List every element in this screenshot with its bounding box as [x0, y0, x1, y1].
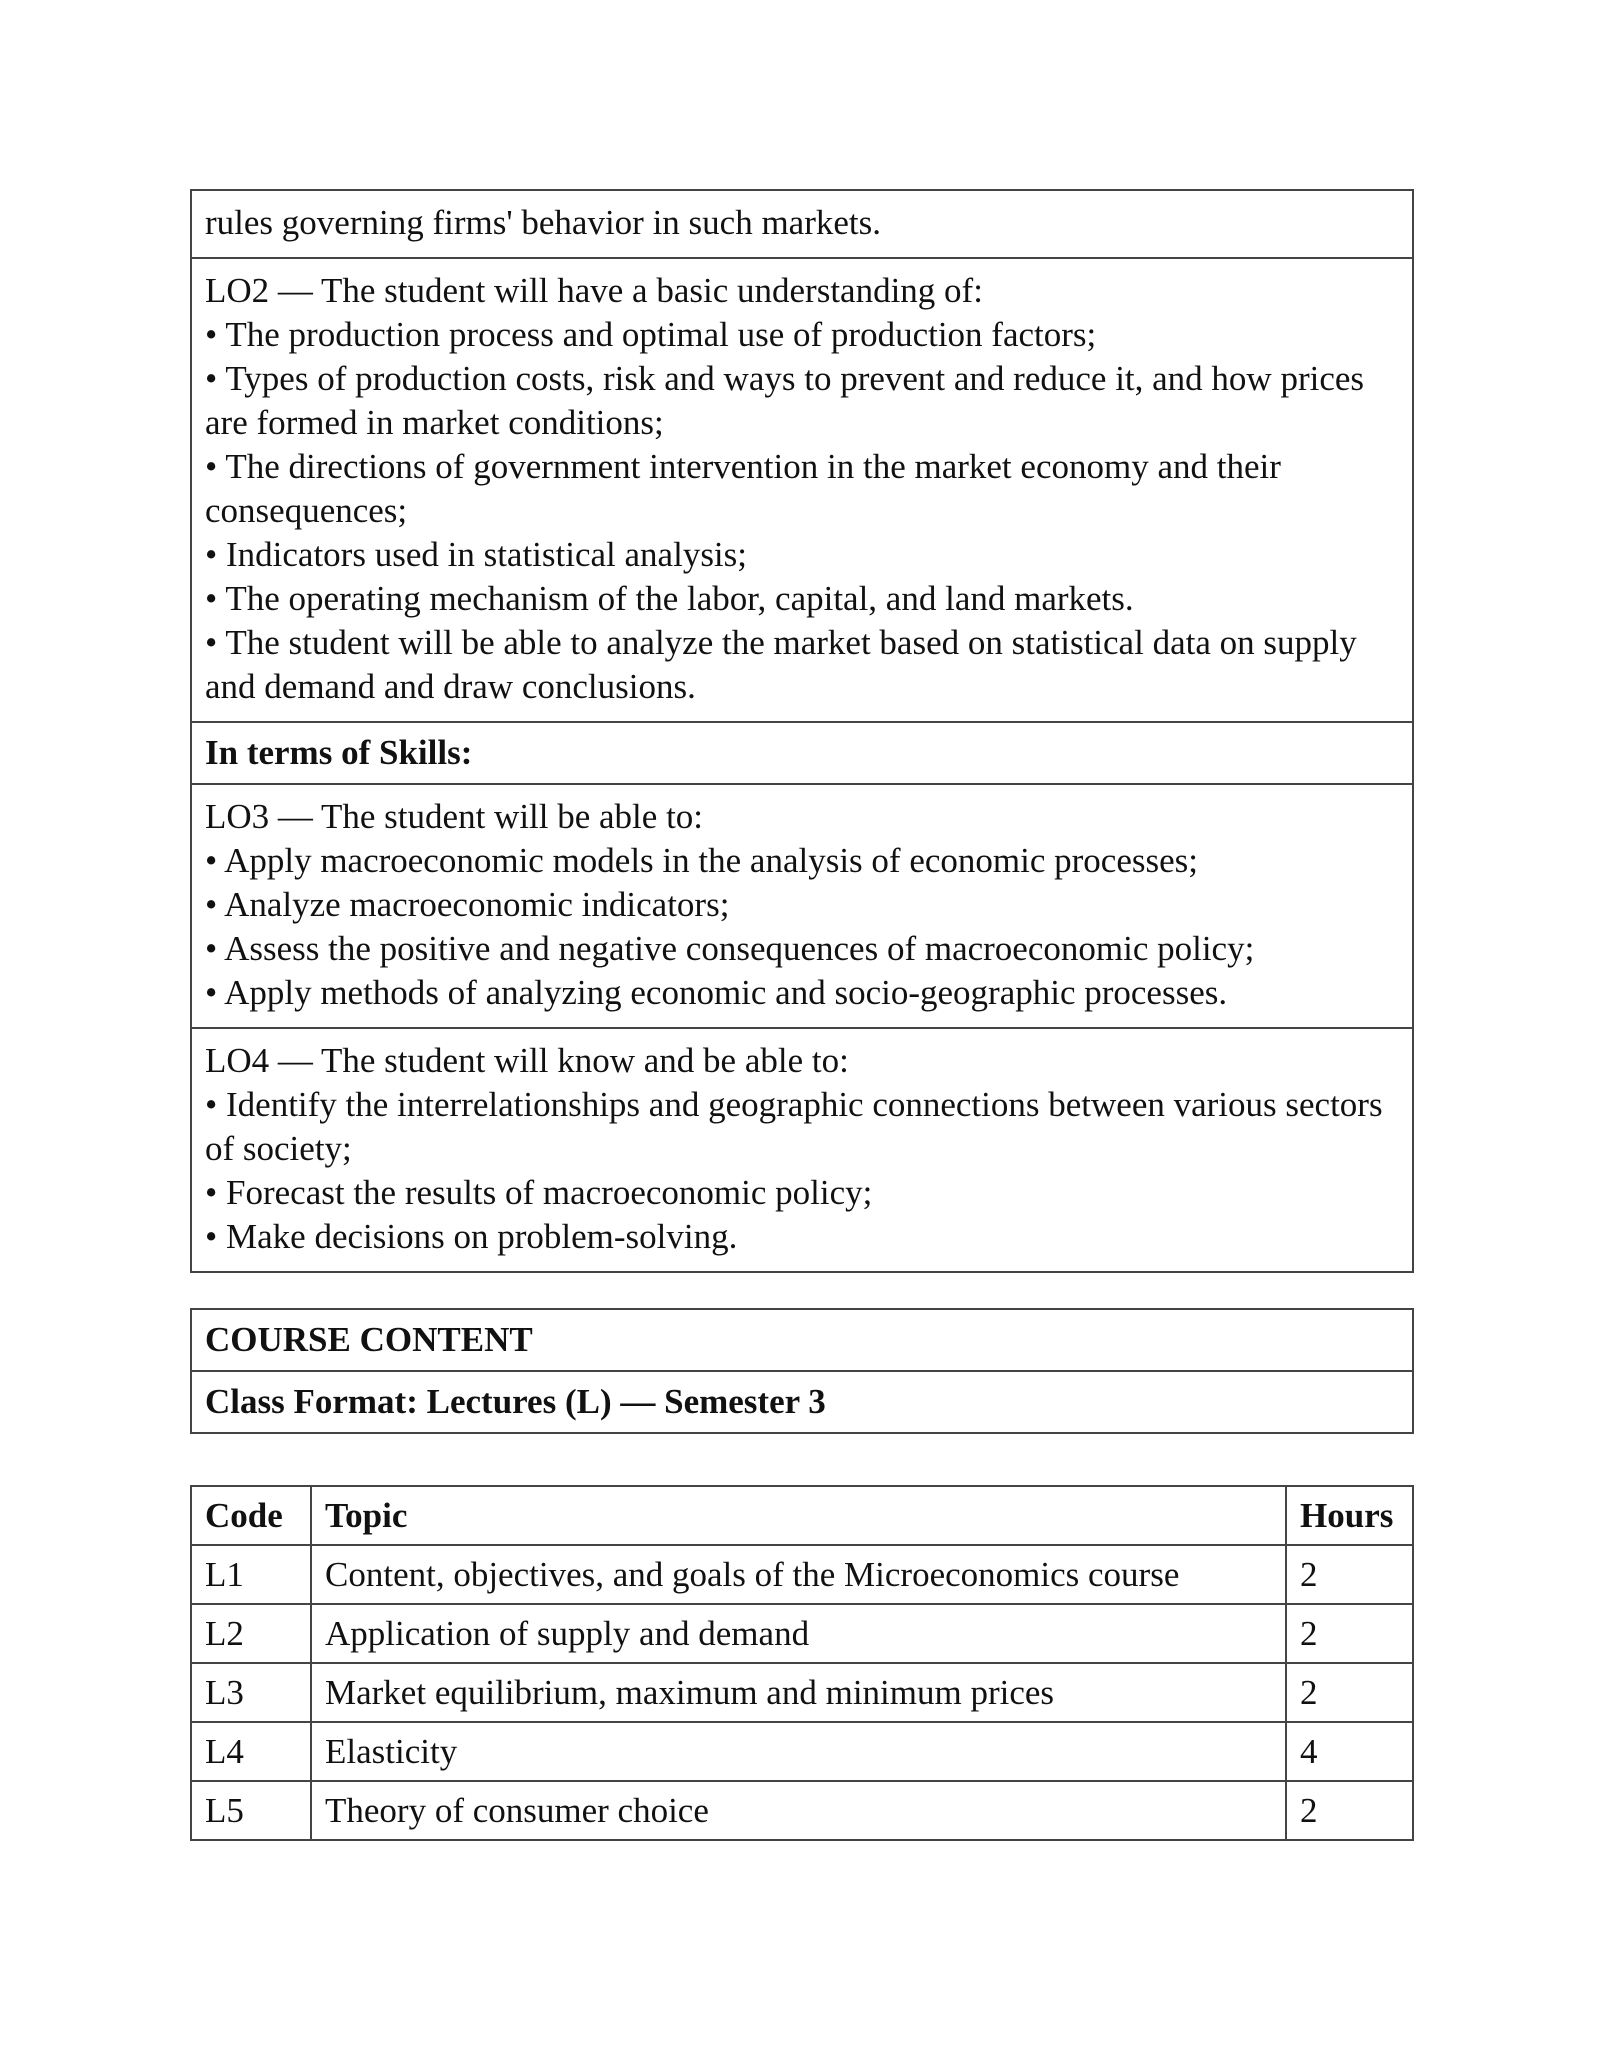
lesson-topic: Elasticity [311, 1722, 1286, 1781]
lesson-code: L3 [191, 1663, 311, 1722]
lesson-topic: Application of supply and demand [311, 1604, 1286, 1663]
table-row [191, 258, 1413, 722]
table-row [191, 1309, 1413, 1371]
lo4-heading: LO4 — The student will know and be able to: [205, 1041, 849, 1080]
lo4-bullet: • Forecast the results of macroeconomic policy; [205, 1173, 873, 1212]
lesson-hours: 2 [1286, 1604, 1413, 1663]
class-format-label: Class Format: Lectures (L) — Semester 3 [191, 1371, 1413, 1433]
skills-heading: In terms of Skills: [191, 722, 1413, 784]
hours-header: Hours [1286, 1486, 1413, 1545]
table-row [191, 1028, 1413, 1272]
lo2-bullet: • Types of production costs, risk and ways to prevent and reduce it, and how prices are formed in market conditions; [205, 359, 1365, 442]
lesson-code: L1 [191, 1545, 311, 1604]
lesson-topic: Theory of consumer choice [311, 1781, 1286, 1840]
intro-cell: rules governing firms' behavior in such markets. [191, 190, 1413, 258]
lo3-bullet: • Apply methods of analyzing economic and socio-geographic processes. [205, 973, 1228, 1012]
lo4-cell [191, 1028, 1413, 1272]
table-row [191, 1604, 1413, 1663]
table-row [191, 1545, 1413, 1604]
learning-outcomes-table [190, 189, 1414, 1273]
lo3-bullet: • Apply macroeconomic models in the analysis of economic processes; [205, 841, 1198, 880]
table-row [191, 784, 1413, 1028]
table-row [191, 190, 1413, 258]
lesson-topic: Market equilibrium, maximum and minimum prices [311, 1663, 1286, 1722]
lo3-bullet: • Assess the positive and negative consequences of macroeconomic policy; [205, 929, 1255, 968]
lesson-topic: Content, objectives, and goals of the Microeconomics course [311, 1545, 1286, 1604]
code-header: Code [191, 1486, 311, 1545]
lo4-bullet: • Identify the interrelationships and geographic connections between various sectors of society; [205, 1085, 1383, 1168]
lo2-bullet: • The student will be able to analyze the market based on statistical data on supply and demand and draw conclusions. [205, 623, 1357, 706]
table-header-row [191, 1486, 1413, 1545]
lesson-hours: 2 [1286, 1545, 1413, 1604]
lesson-hours: 4 [1286, 1722, 1413, 1781]
lesson-code: L2 [191, 1604, 311, 1663]
lo2-heading: LO2 — The student will have a basic understanding of: [205, 271, 983, 310]
table-row [191, 1781, 1413, 1840]
lesson-code: L5 [191, 1781, 311, 1840]
table-row [191, 1722, 1413, 1781]
topic-header: Topic [311, 1486, 1286, 1545]
table-row [191, 1663, 1413, 1722]
lo2-bullet: • The production process and optimal use of production factors; [205, 315, 1097, 354]
table-row [191, 1371, 1413, 1433]
lo2-bullet: • The operating mechanism of the labor, capital, and land markets. [205, 579, 1134, 618]
lesson-code: L4 [191, 1722, 311, 1781]
course-content-title: COURSE CONTENT [191, 1309, 1413, 1371]
lo4-bullet: • Make decisions on problem-solving. [205, 1217, 738, 1256]
course-content-table [190, 1308, 1414, 1434]
lo3-bullet: • Analyze macroeconomic indicators; [205, 885, 730, 924]
lesson-hours: 2 [1286, 1663, 1413, 1722]
lesson-hours: 2 [1286, 1781, 1413, 1840]
lo2-bullet: • Indicators used in statistical analysis; [205, 535, 748, 574]
table-row [191, 722, 1413, 784]
lo3-cell [191, 784, 1413, 1028]
lo2-cell [191, 258, 1413, 722]
lo3-heading: LO3 — The student will be able to: [205, 797, 704, 836]
lo2-bullet: • The directions of government intervention in the market economy and their consequences; [205, 447, 1281, 530]
lessons-table [190, 1485, 1414, 1841]
